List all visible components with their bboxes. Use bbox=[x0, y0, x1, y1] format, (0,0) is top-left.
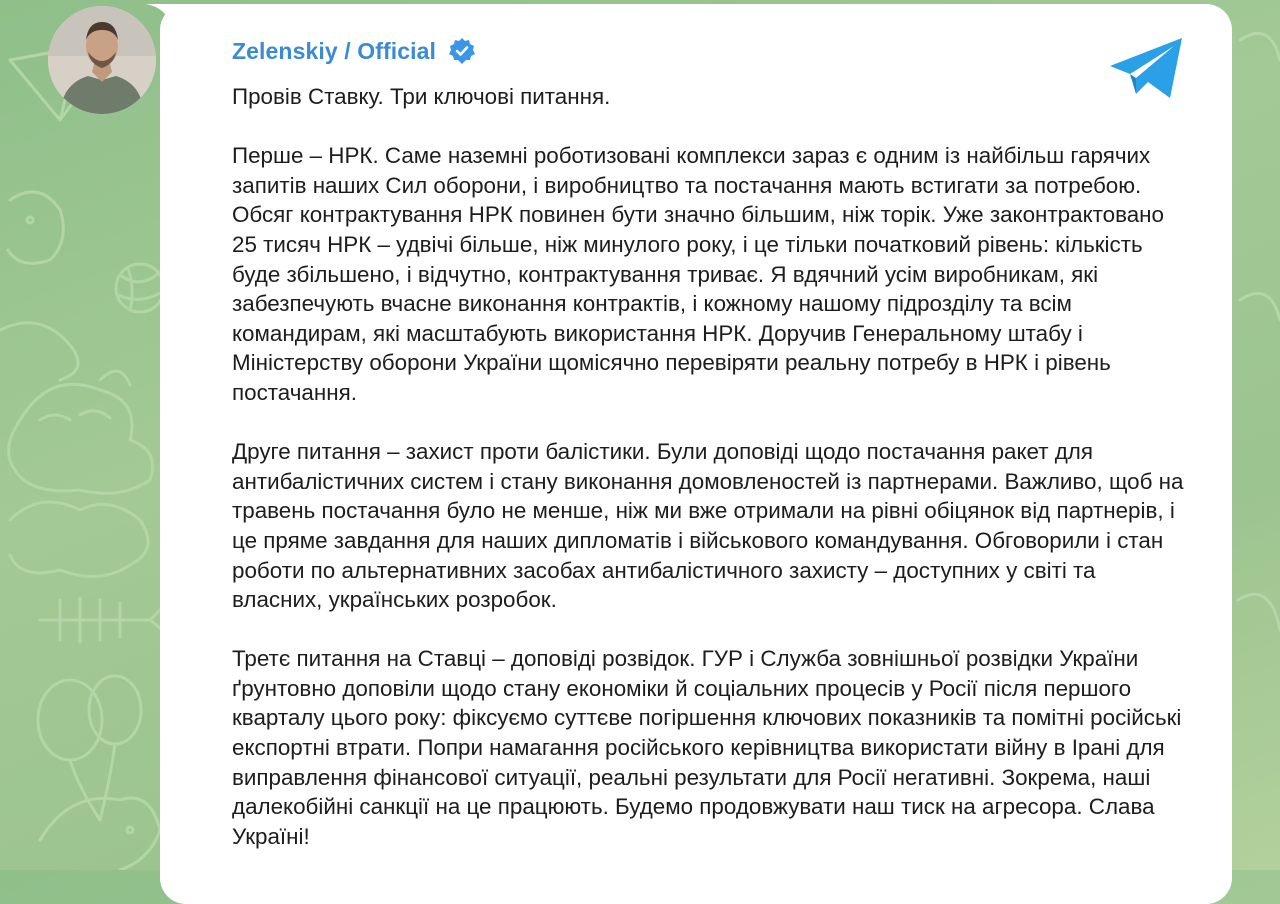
avatar-image bbox=[48, 6, 156, 114]
message-paragraph: Третє питання на Ставці – доповіді розвідок. ГУР і Служба зовнішньої розвідки України ґрунтовно доповіли щодо стану економіки й соціальних процесів у Росії після першого кварталу цього року: фіксуємо суттєве погіршення ключових показників та помітні російські експортні втрати. Попри намагання російського керівництва використати війну в Ірані для виправлення фінансової ситуації, реальні результати для Росії негативні. Зокрема, наші далекобійні санкції на це працюють. Будемо продовжувати наш тиск на агресора. Слава Україні! bbox=[232, 646, 1182, 849]
message-paragraph: Друге питання – захист проти балістики. Були доповіді щодо постачання ракет для антибалістичних систем і стану виконання домовленостей із партнерами. Важливо, щоб на травень постачання було не менше, ніж ми вже отримали на рівні обіцянок від партнерів, і це пряме завдання для наших дипломатів і військового командування. Обговорили і стан роботи по альтернативних засобах антибалістичного захисту – доступних у світі та власних, українських розробок. bbox=[232, 439, 1184, 613]
bubble-tail bbox=[146, 4, 186, 44]
message-text bbox=[232, 82, 1192, 881]
channel-avatar[interactable] bbox=[48, 6, 156, 114]
channel-header bbox=[232, 34, 476, 68]
message-paragraph: Перше – НРК. Саме наземні роботизовані комплекси зараз є одним із найбільш гарячих запитів наших Сил оборони, і виробництво та постачання мають встигати за потребою. Обсяг контрактування НРК повинен бути значно більшим, ніж торік. Уже законтрактовано 25 тисяч НРК – удвічі більше, ніж минулого року, і це тільки початковий рівень: кількість буде збільшено, і відчутно, контрактування триває. Я вдячний усім виробникам, які забезпечують вчасне виконання контрактів, і кожному нашому підрозділу та всім командирам, які масштабують використання НРК. Доручив Генеральному штабу і Міністерству оборони України щомісячно перевіряти реальну потребу в НРК і рівень постачання. bbox=[232, 143, 1164, 405]
message-paragraph: Провів Ставку. Три ключові питання. bbox=[232, 84, 611, 109]
channel-name[interactable]: Zelenskiy / Official bbox=[232, 37, 436, 64]
verified-badge-icon bbox=[448, 37, 476, 65]
